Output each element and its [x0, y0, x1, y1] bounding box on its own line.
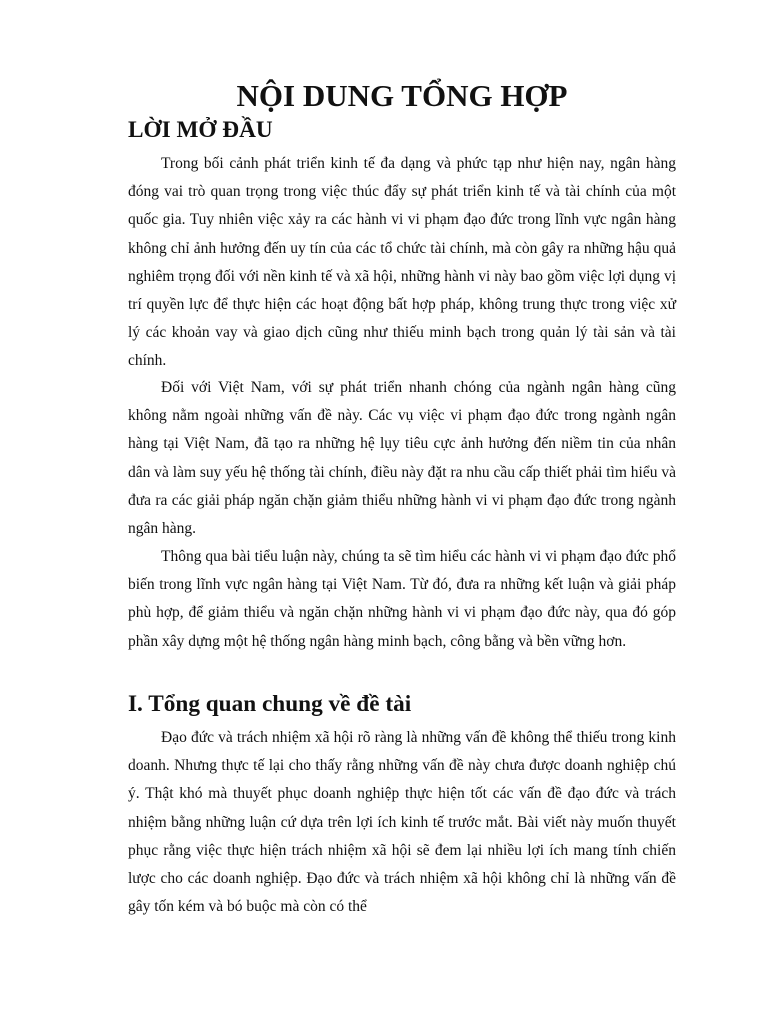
intro-paragraph-3: Thông qua bài tiểu luận này, chúng ta sẽ tìm hiểu các hành vi vi phạm đạo đức phổ biến trong lĩnh vực ngân hàng tại Việt Nam. Từ đó, đưa ra những kết luận và giải pháp phù hợp, để giảm thiểu và ngăn chặn những hành vi vi phạm đạo đức này, qua đó góp phần xây dựng một hệ thống ngân hàng minh bạch, công bằng và bền vững hơn. — [128, 548, 676, 650]
intro-paragraph-1: Trong bối cảnh phát triển kinh tế đa dạng và phức tạp như hiện nay, ngân hàng đóng vai trò quan trọng trong việc thúc đẩy sự phát triển kinh tế và tài chính của một quốc gia. Tuy nhiên việc xảy ra các hành vi vi phạm đạo đức trong lĩnh vực ngân hàng không chỉ ảnh hưởng đến uy tín của các tổ chức tài chính, mà còn gây ra những hậu quả nghiêm trọng đối với nền kinh tế và xã hội, những hành vi này bao gồm việc lợi dụng vị trí quyền lực để thực hiện các hoạt động bất hợp pháp, không trung thực trong việc xử lý các khoản vay và giao dịch cũng như thiếu minh bạch trong quản lý tài sản và tài chính. — [128, 155, 676, 370]
document-title: NỘI DUNG TỔNG HỢP — [236, 78, 568, 113]
section-1-paragraph: Đạo đức và trách nhiệm xã hội rõ ràng là những vấn đề không thể thiếu trong kinh doanh. Nhưng thực tế lại cho thấy rằng những vấn đề này chưa được doanh nghiệp chú ý. Thật khó mà thuyết phục doanh nghiệp thực hiện tốt các vấn đề đạo đức và trách nhiệm bằng những luận cứ dựa trên lợi ích kinh tế trước mắt. Bài viết này muốn thuyết phục rằng việc thực hiện trách nhiệm xã hội sẽ đem lại nhiều lợi ích mang tính chiến lược cho các doanh nghiệp. Đạo đức và trách nhiệm xã hội không chỉ là những vấn đề gây tốn kém và bó buộc mà còn có thể — [128, 729, 676, 916]
section-1-heading: I. Tổng quan chung về đề tài — [128, 691, 412, 717]
intro-heading: LỜI MỞ ĐẦU — [128, 117, 273, 143]
intro-paragraph-2: Đối với Việt Nam, với sự phát triển nhanh chóng của ngành ngân hàng cũng không nằm ngoài những vấn đề này. Các vụ việc vi phạm đạo đức trong ngành ngân hàng tại Việt Nam, đã tạo ra những hệ lụy tiêu cực ảnh hưởng đến niềm tin của nhân dân và làm suy yếu hệ thống tài chính, điều này đặt ra nhu cầu cấp thiết phải tìm hiểu và đưa ra các giải pháp ngăn chặn giảm thiểu những hành vi vi phạm đạo đức trong ngành ngân hàng. — [128, 379, 676, 538]
